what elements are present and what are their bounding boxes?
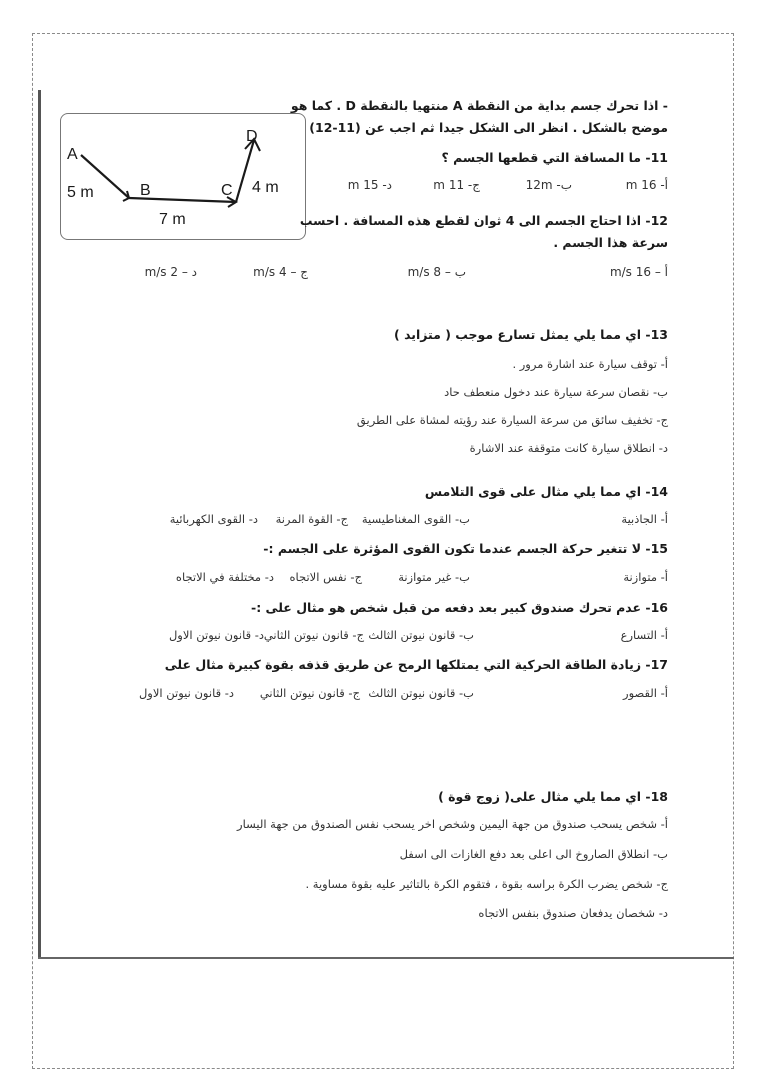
q15-option-b: ب- غير متوازنة [398, 570, 470, 584]
point-d-label: D [246, 128, 258, 145]
question-11: 11- ما المسافة التي قطعها الجسم ؟ [441, 150, 668, 165]
q16-option-b: ب- قانون نيوتن الثالث [368, 628, 474, 642]
distance-ab-label: 5 m [67, 184, 94, 201]
q11-option-b: ب- 12m [525, 178, 572, 192]
q16-option-d: د- قانون نيوتن الاول [168, 628, 264, 642]
intro-line-2: موضح بالشكل . انظر الى الشكل جيدا ثم اجب عن (11-12) [309, 120, 668, 135]
motion-diagram [60, 113, 306, 240]
distance-bc-label: 7 m [159, 211, 186, 228]
q17-option-a: أ- القصور [623, 686, 668, 700]
question-17: 17- زيادة الطاقة الحركية التي يمتلكها الرمح عن طريق قذفه بقوة كبيرة مثال على [164, 657, 668, 672]
q15-option-d: د- مختلفة في الاتجاه [175, 570, 274, 584]
q14-option-a: أ- الجاذبية [621, 512, 668, 526]
left-margin-line [38, 90, 41, 958]
question-14: 14- اي مما يلي مثال على قوى التلامس [424, 484, 668, 499]
question-16: 16- عدم تحرك صندوق كبير بعد دفعه من قبل شخص هو مثال على :- [251, 600, 668, 615]
question-12-line-1: 12- اذا احتاج الجسم الى 4 ثوان لقطع هذه المسافة . احسب [299, 213, 668, 228]
q18-option-d: د- شخصان يدفعان صندوق بنفس الاتجاه [478, 906, 668, 920]
q18-option-b: ب- انطلاق الصاروخ الى اعلى بعد دفع الغازات الى اسفل [399, 847, 668, 861]
q11-option-d: د- 15 m [347, 178, 392, 192]
q17-option-b: ب- قانون نيوتن الثالث [368, 686, 474, 700]
q18-option-c: ج- شخص يضرب الكرة براسه بقوة ، فتقوم الكرة بالتاثير عليه بقوة مساوية . [305, 877, 668, 891]
distance-cd-label: 4 m [252, 179, 279, 196]
q13-option-c: ج- تخفيف سائق من سرعة السيارة عند رؤيته لمشاة على الطريق [356, 413, 668, 427]
q12-option-c: ج – 4 m/s [253, 265, 308, 279]
q13-option-b: ب- نقصان سرعة سيارة عند دخول منعطف حاد [444, 385, 668, 399]
q12-option-b: ب – 8 m/s [407, 265, 466, 279]
q12-option-d: د – 2 m/s [144, 265, 197, 279]
q11-option-a: أ- 16 m [625, 178, 668, 192]
q16-option-a: أ- التسارع [620, 628, 668, 642]
q15-option-c: ج- نفس الاتجاه [289, 570, 362, 584]
q14-option-c: ج- القوة المرنة [275, 512, 348, 526]
q13-option-d: د- انطلاق سيارة كانت متوقفة عند الاشارة [469, 441, 668, 455]
q12-option-a: أ – 16 m/s [609, 265, 668, 279]
q11-option-c: ج- 11 m [433, 178, 480, 192]
q14-option-b: ب- القوى المغناطيسية [361, 512, 470, 526]
question-15: 15- لا تتغير حركة الجسم عندما تكون القوى المؤثرة على الجسم :- [263, 541, 668, 556]
question-18: 18- اي مما يلي مثال على( زوج قوة ) [438, 789, 668, 804]
question-12-line-2: سرعة هذا الجسم . [553, 235, 668, 250]
bottom-rule [38, 957, 734, 959]
q18-option-a: أ- شخص يسحب صندوق من جهة اليمين وشخص اخر يسحب نفس الصندوق من جهة اليسار [237, 817, 668, 831]
q16-option-c: ج- قانون نيوتن الثاني [263, 628, 364, 642]
point-b-label: B [140, 182, 151, 199]
point-a-label: A [67, 146, 78, 163]
q17-option-c: ج- قانون نيوتن الثاني [259, 686, 360, 700]
q14-option-d: د- القوى الكهربائية [169, 512, 258, 526]
path-figure [61, 114, 307, 241]
q15-option-a: أ- متوازنة [623, 570, 668, 584]
q17-option-d: د- قانون نيوتن الاول [138, 686, 234, 700]
question-13: 13- اي مما يلي يمثل تسارع موجب ( متزايد ) [394, 327, 668, 342]
point-c-label: C [221, 182, 233, 199]
q13-option-a: أ- توقف سيارة عند اشارة مرور . [512, 357, 668, 371]
intro-line-1: - اذا تحرك جسم بداية من النقطة A منتهيا بالنقطة D . كما هو [290, 98, 668, 113]
